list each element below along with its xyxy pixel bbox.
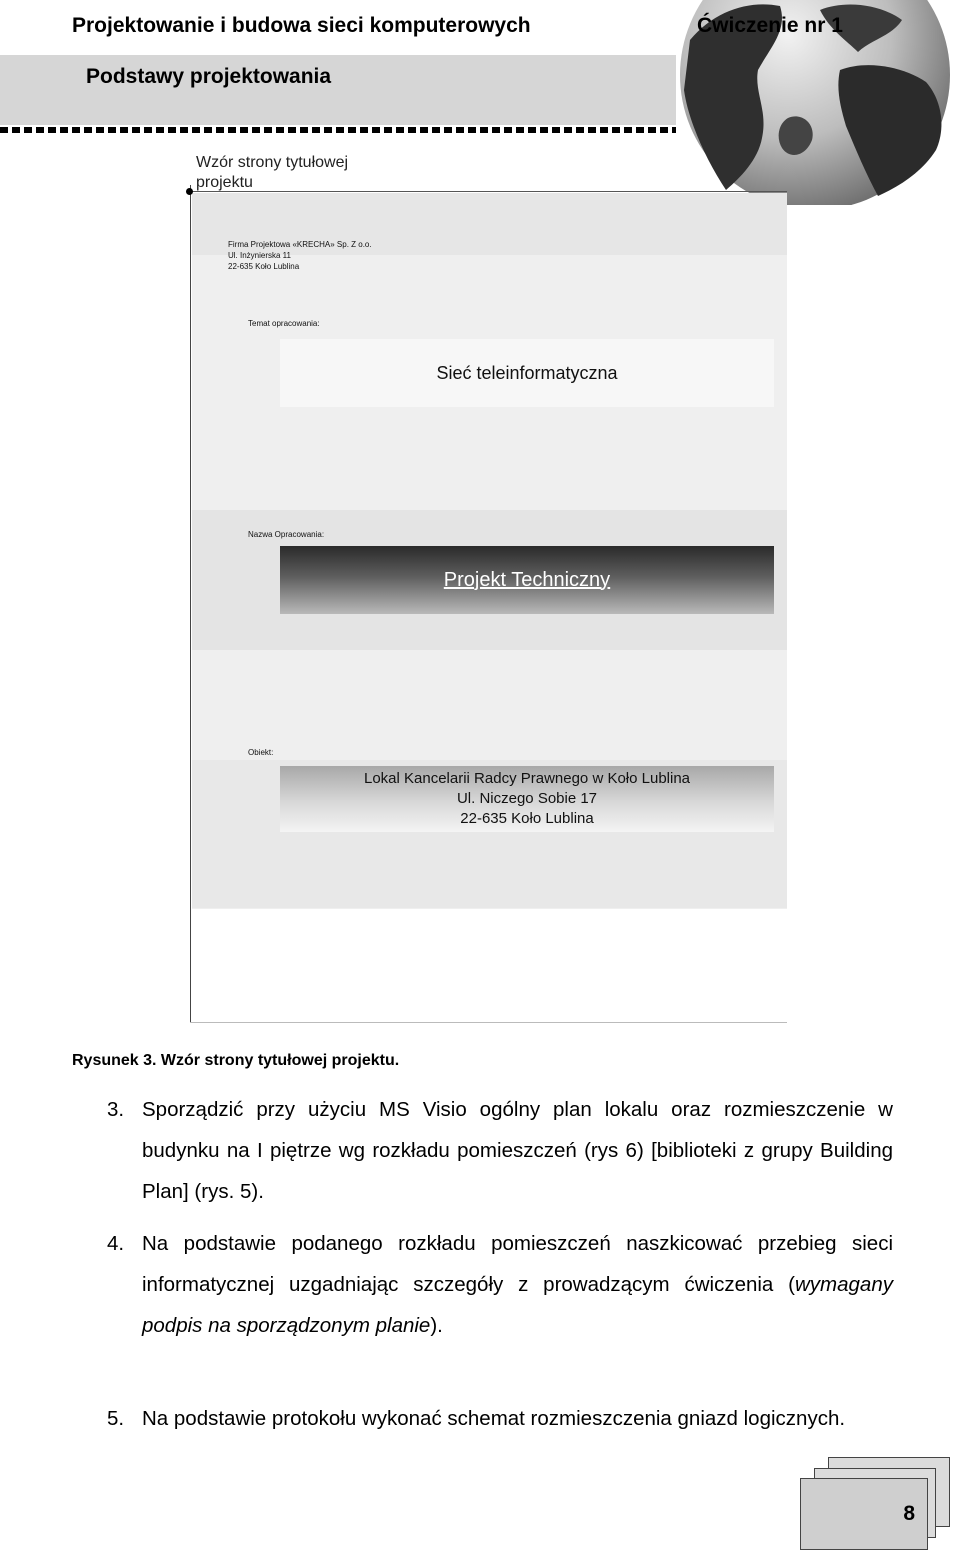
item-text: Sporządzić przy użyciu MS Visio ogólny plan lokalu oraz rozmieszczenie w budynku na I piętrze wg rozkładu pomieszczeń (rys 6) [biblioteki z grupy Building Plan] (rys. 5). (142, 1098, 893, 1203)
section-title: Podstawy projektowania (86, 65, 332, 88)
item-number: 4. (107, 1232, 125, 1255)
figure-vertical-line (190, 185, 191, 1023)
item-number: 5. (107, 1407, 125, 1430)
temat-label: Temat opracowania: (248, 319, 320, 328)
item-text: Na podstawie protokołu wykonać schemat rozmieszczenia gniazd logicznych. (142, 1407, 846, 1430)
temat-value: Sieć teleinformatyczna (436, 362, 618, 383)
figure-horizontal-line (190, 191, 787, 192)
list-item-4 (107, 1223, 893, 1346)
exercise-number: Ćwiczenie nr 1 (697, 14, 843, 37)
nazwa-label: Nazwa Opracowania: (248, 530, 325, 539)
course-title: Projektowanie i budowa sieci komputerowych (72, 14, 531, 37)
firm-name: Firma Projektowa «KRECHA» Sp. Z o.o. (228, 240, 372, 249)
figure-label-line1: Wzór strony tytułowej (196, 154, 349, 171)
item-text-part-b: ). (430, 1314, 443, 1337)
nazwa-value: Projekt Techniczny (443, 568, 611, 591)
obiekt-line3: 22-635 Koło Lublina (460, 810, 594, 827)
figure-label (196, 153, 348, 193)
firm-city: 22-635 Koło Lublina (228, 262, 300, 271)
figure-pointer-dot (186, 188, 193, 195)
temat-box (280, 339, 774, 407)
item-number: 3. (107, 1098, 125, 1121)
obiekt-line1: Lokal Kancelarii Radcy Prawnego w Koło Lublina (363, 770, 691, 787)
header-divider (0, 127, 676, 133)
nazwa-box (280, 546, 774, 614)
figure-label-line2: projektu (196, 174, 253, 191)
firm-street: Ul. Inżynierska 11 (228, 251, 291, 260)
figure-caption: Rysunek 3. Wzór strony tytułowej projektu. (72, 1052, 400, 1069)
firm-address (228, 239, 372, 272)
obiekt-box (280, 766, 774, 832)
obiekt-label: Obiekt: (248, 748, 274, 757)
item-text-italic: wymagany podpis na sporządzonym planie (142, 1273, 893, 1337)
list-item-3 (107, 1089, 893, 1212)
page-number-badge (800, 1478, 928, 1550)
item-text-part-a: Na podstawie podanego rozkładu pomieszczeń naszkicować przebieg sieci informatycznej uzgadniając szczegóły z prowadzącym ćwiczenia ( (142, 1232, 893, 1296)
obiekt-line2: Ul. Niczego Sobie 17 (456, 790, 598, 807)
item-text (142, 1223, 893, 1346)
page-number: 8 (903, 1502, 915, 1525)
list-item-5 (107, 1398, 893, 1439)
figure-bottom-line (190, 1022, 787, 1023)
